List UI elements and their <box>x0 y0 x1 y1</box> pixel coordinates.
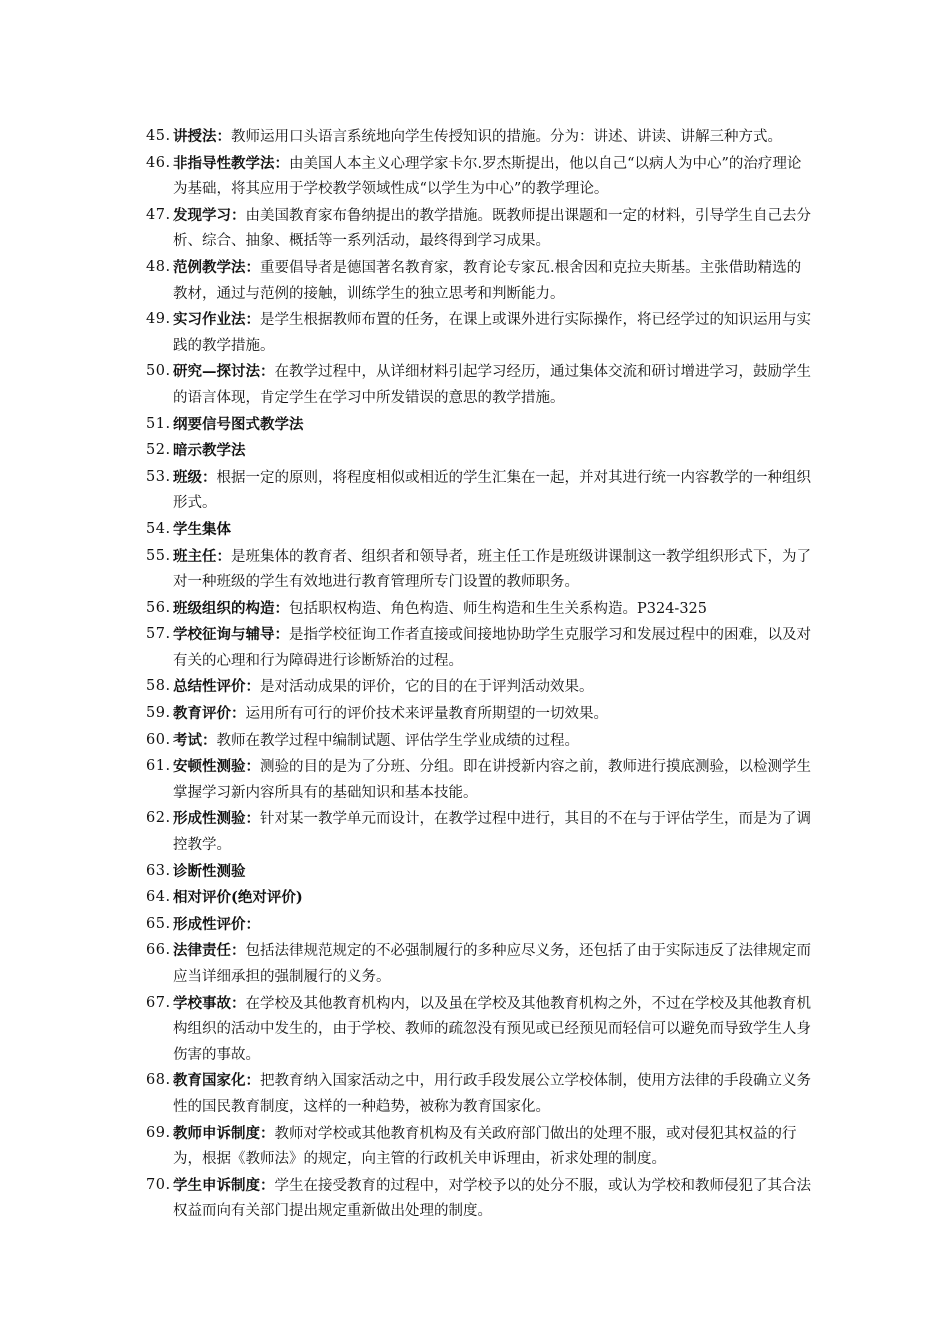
entry-number: 64. <box>146 889 171 906</box>
entry-term: 诊断性测验 <box>173 862 246 880</box>
entry-number: 63. <box>146 862 171 879</box>
entry-body <box>173 733 579 749</box>
entry-separator: ： <box>202 731 217 749</box>
entry-term: 教育评价 <box>173 705 231 723</box>
glossary-entry <box>146 412 814 439</box>
entry-number: 52. <box>146 442 171 459</box>
entry-number: 65. <box>146 915 171 932</box>
entry-body <box>173 1073 811 1115</box>
entry-body <box>173 996 811 1063</box>
entry-definition: 把教育纳入国家活动之中，用行政手段发展公立学校体制，使用方法律的手段确立义务性的国民教育制度，这样的一种趋势，被称为教育国家化。 <box>173 1073 811 1115</box>
entry-body <box>173 522 231 538</box>
entry-number: 53. <box>146 468 171 485</box>
glossary-entry <box>146 674 814 701</box>
entry-term: 学校事故 <box>173 994 231 1012</box>
entry-number: 50. <box>146 363 171 380</box>
entry-definition: 在学校及其他教育机构内，以及虽在学校及其他教育机构之外，不过在学校及其他教育机构组织的活动中发生的，由于学校、教师的疏忽没有预见或已经预见而轻信可以避免而导致学生人身伤害的事故。 <box>173 995 811 1063</box>
entry-definition: 教师对学校或其他教育机构及有关政府部门做出的处理不服，或对侵犯其权益的行为，根据《教师法》的规定，向主管的行政机关申诉理由，祈求处理的制度。 <box>173 1125 797 1168</box>
entry-body <box>173 470 811 512</box>
glossary-entry <box>146 1068 814 1120</box>
entry-definition: 是对活动成果的评价，它的目的在于评判活动效果。 <box>260 679 594 696</box>
entry-definition: 在教学过程中，从详细材料引起学习经历，通过集体交流和研讨增进学习，鼓励学生的语言体现，肯定学生在学习中所发错误的意思的教学措施。 <box>173 364 811 406</box>
glossary-entry <box>146 124 814 151</box>
entry-term: 教师申诉制度 <box>173 1124 260 1142</box>
entry-definition: 测验的目的是为了分班、分组。即在讲授新内容之前，教师进行摸底测验，以检测学生掌握学习新内容所具有的基础知识和基本技能。 <box>173 759 811 801</box>
entry-separator: ： <box>260 363 275 381</box>
entry-number: 66. <box>146 942 171 959</box>
entry-body <box>173 601 707 617</box>
entry-body <box>173 312 811 354</box>
entry-separator: ： <box>274 154 289 172</box>
entry-definition: 运用所有可行的评价技术来评量教育所期望的一切效果。 <box>245 706 608 723</box>
entry-separator: ： <box>216 547 231 565</box>
entry-body <box>173 156 801 198</box>
entry-definition: 包括法律规范规定的不必强制履行的多种应尽义务，还包括了由于实际违反了法律规定而应当详细承担的强制履行的义务。 <box>173 943 811 985</box>
entry-definition: 教师运用口头语言系统地向学生传授知识的措施。分为：讲述、讲读、讲解三种方式。 <box>231 129 782 145</box>
entry-term: 暗示教学法 <box>173 442 246 460</box>
entry-number: 46. <box>146 154 171 171</box>
entry-body <box>173 260 801 302</box>
glossary-entry <box>146 912 814 939</box>
entry-body <box>173 917 260 933</box>
entry-term: 实习作业法 <box>173 311 246 329</box>
entry-body <box>173 443 246 459</box>
entry-body <box>173 943 811 985</box>
glossary-entry <box>146 517 814 544</box>
entry-number: 59. <box>146 705 171 722</box>
entry-number: 57. <box>146 626 171 643</box>
glossary-entry <box>146 885 814 912</box>
entry-number: 54. <box>146 520 171 537</box>
entry-term: 教育国家化 <box>173 1072 246 1090</box>
glossary-entry <box>146 359 814 411</box>
entry-number: 47. <box>146 206 171 223</box>
entry-separator: ： <box>245 1072 260 1090</box>
entry-definition: 由美国人本主义心理学家卡尔.罗杰斯提出，他以自己“以病人为中心”的治疗理论为基础，将其应用于学校教学领域性成“以学生为中心”的教学理论。 <box>173 155 802 198</box>
entry-definition: 是学生根据教师布置的任务，在课上或课外进行实际操作，将已经学过的知识运用与实践的教学措施。 <box>173 312 811 354</box>
glossary-entry <box>146 151 814 203</box>
entry-definition: 根据一定的原则，将程度相似或相近的学生汇集在一起，并对其进行统一内容教学的一种组织形式。 <box>173 469 811 512</box>
entry-definition: 由美国教育家布鲁纳提出的教学措施。既教师提出课题和一定的材料，引导学生自己去分析、综合、抽象、概括等一系列活动，最终得到学习成果。 <box>173 207 811 250</box>
entry-body <box>173 1126 797 1168</box>
entry-body <box>173 627 811 669</box>
entry-term: 形成性测验 <box>173 810 246 828</box>
entry-body <box>173 890 303 906</box>
entry-number: 49. <box>146 311 171 328</box>
entry-number: 48. <box>146 258 171 275</box>
entry-definition: 重要倡导者是德国著名教育家，教育论专家瓦.根舍因和克拉夫斯基。主张借助精选的教材，通过与范例的接触，训练学生的独立思考和判断能力。 <box>173 259 802 302</box>
glossary-entry <box>146 596 814 623</box>
entry-term: 考试 <box>173 731 202 749</box>
entry-number: 61. <box>146 758 171 775</box>
entry-body <box>173 759 811 801</box>
entry-number: 69. <box>146 1124 171 1141</box>
entry-number: 70. <box>146 1176 171 1193</box>
entry-term: 非指导性教学法 <box>173 154 275 172</box>
entry-separator: ： <box>245 810 260 828</box>
entry-term: 发现学习 <box>173 206 231 224</box>
entry-number: 58. <box>146 678 171 695</box>
entry-term: 安顿性测验 <box>173 758 246 776</box>
glossary-entry <box>146 203 814 255</box>
entry-body <box>173 208 811 250</box>
entry-term: 形成性评价 <box>173 915 246 933</box>
glossary-entry <box>146 255 814 307</box>
entry-term: 讲授法 <box>173 128 217 145</box>
entry-separator: ： <box>245 915 260 933</box>
entry-term: 班主任 <box>173 547 217 565</box>
glossary-entry <box>146 622 814 674</box>
entry-body <box>173 364 811 406</box>
entry-number: 68. <box>146 1072 171 1089</box>
entry-term: 学生申诉制度 <box>173 1176 260 1194</box>
entry-term: 纲要信号图式教学法 <box>173 415 304 433</box>
entry-body <box>173 811 811 853</box>
entry-definition: 是指学校征询工作者直接或间接地协助学生克服学习和发展过程中的困难，以及对有关的心理和行为障碍进行诊断矫治的过程。 <box>173 627 811 669</box>
entry-term: 学生集体 <box>173 520 231 538</box>
entry-term: 班级 <box>173 468 202 486</box>
glossary-entry <box>146 754 814 806</box>
entry-body <box>173 129 782 145</box>
entry-separator: ： <box>245 258 260 276</box>
entry-separator: ： <box>274 599 289 617</box>
entry-separator: ： <box>231 942 246 960</box>
entry-number: 60. <box>146 731 171 748</box>
entry-number: 55. <box>146 547 171 564</box>
entry-number: 67. <box>146 994 171 1011</box>
glossary-entry <box>146 307 814 359</box>
entry-definition: 教师在教学过程中编制试题、评估学生学业成绩的过程。 <box>216 732 579 749</box>
entry-separator: ： <box>231 994 246 1012</box>
entry-number: 45. <box>146 128 171 144</box>
glossary-entry <box>146 938 814 990</box>
glossary-entry <box>146 438 814 465</box>
entry-separator: ： <box>274 626 289 644</box>
entry-term: 法律责任 <box>173 942 231 960</box>
entry-separator: ： <box>216 128 231 145</box>
glossary-entry <box>146 1173 814 1225</box>
entry-definition: 包括职权构造、角色构造、师生构造和生生关系构造。P324-325 <box>289 600 708 617</box>
entry-number: 56. <box>146 599 171 616</box>
entry-separator: ： <box>260 1176 275 1194</box>
entry-separator: ： <box>202 468 217 486</box>
glossary-entry <box>146 1121 814 1173</box>
entry-body <box>173 679 594 695</box>
document-page <box>146 124 814 1225</box>
entry-term: 范例教学法 <box>173 258 246 276</box>
entry-term: 总结性评价 <box>173 678 246 696</box>
glossary-entry <box>146 859 814 886</box>
entry-number: 51. <box>146 415 171 432</box>
entry-body <box>173 1178 811 1220</box>
entry-separator: ： <box>245 758 260 776</box>
glossary-entry <box>146 701 814 728</box>
glossary-entry <box>146 806 814 858</box>
glossary-entry <box>146 991 814 1069</box>
entry-body <box>173 549 811 591</box>
entry-separator: ： <box>231 206 246 224</box>
glossary-entry <box>146 465 814 517</box>
entry-definition: 学生在接受教育的过程中，对学校予以的处分不服，或认为学校和教师侵犯了其合法权益而向有关部门提出规定重新做出处理的制度。 <box>173 1177 811 1220</box>
entry-term: 相对评价(绝对评价) <box>173 889 303 907</box>
entry-body <box>173 417 304 433</box>
entry-separator: ： <box>260 1124 275 1142</box>
glossary-entry <box>146 544 814 596</box>
glossary-entry <box>146 728 814 755</box>
entry-number: 62. <box>146 810 171 827</box>
entry-separator: ： <box>231 705 246 723</box>
entry-term: 研究—探讨法 <box>173 363 260 381</box>
entry-separator: ： <box>245 678 260 696</box>
entry-definition: 针对某一教学单元而设计，在教学过程中进行，其目的不在与于评估学生，而是为了调控教学。 <box>173 811 811 854</box>
entry-term: 班级组织的构造 <box>173 599 275 617</box>
entry-separator: ： <box>245 311 260 329</box>
entry-body <box>173 706 608 722</box>
entry-body <box>173 864 246 880</box>
entry-term: 学校征询与辅导 <box>173 626 275 644</box>
entry-definition: 是班集体的教育者、组织者和领导者，班主任工作是班级讲课制这一教学组织形式下，为了对一种班级的学生有效地进行教育管理所专门设置的教师职务。 <box>173 548 811 591</box>
